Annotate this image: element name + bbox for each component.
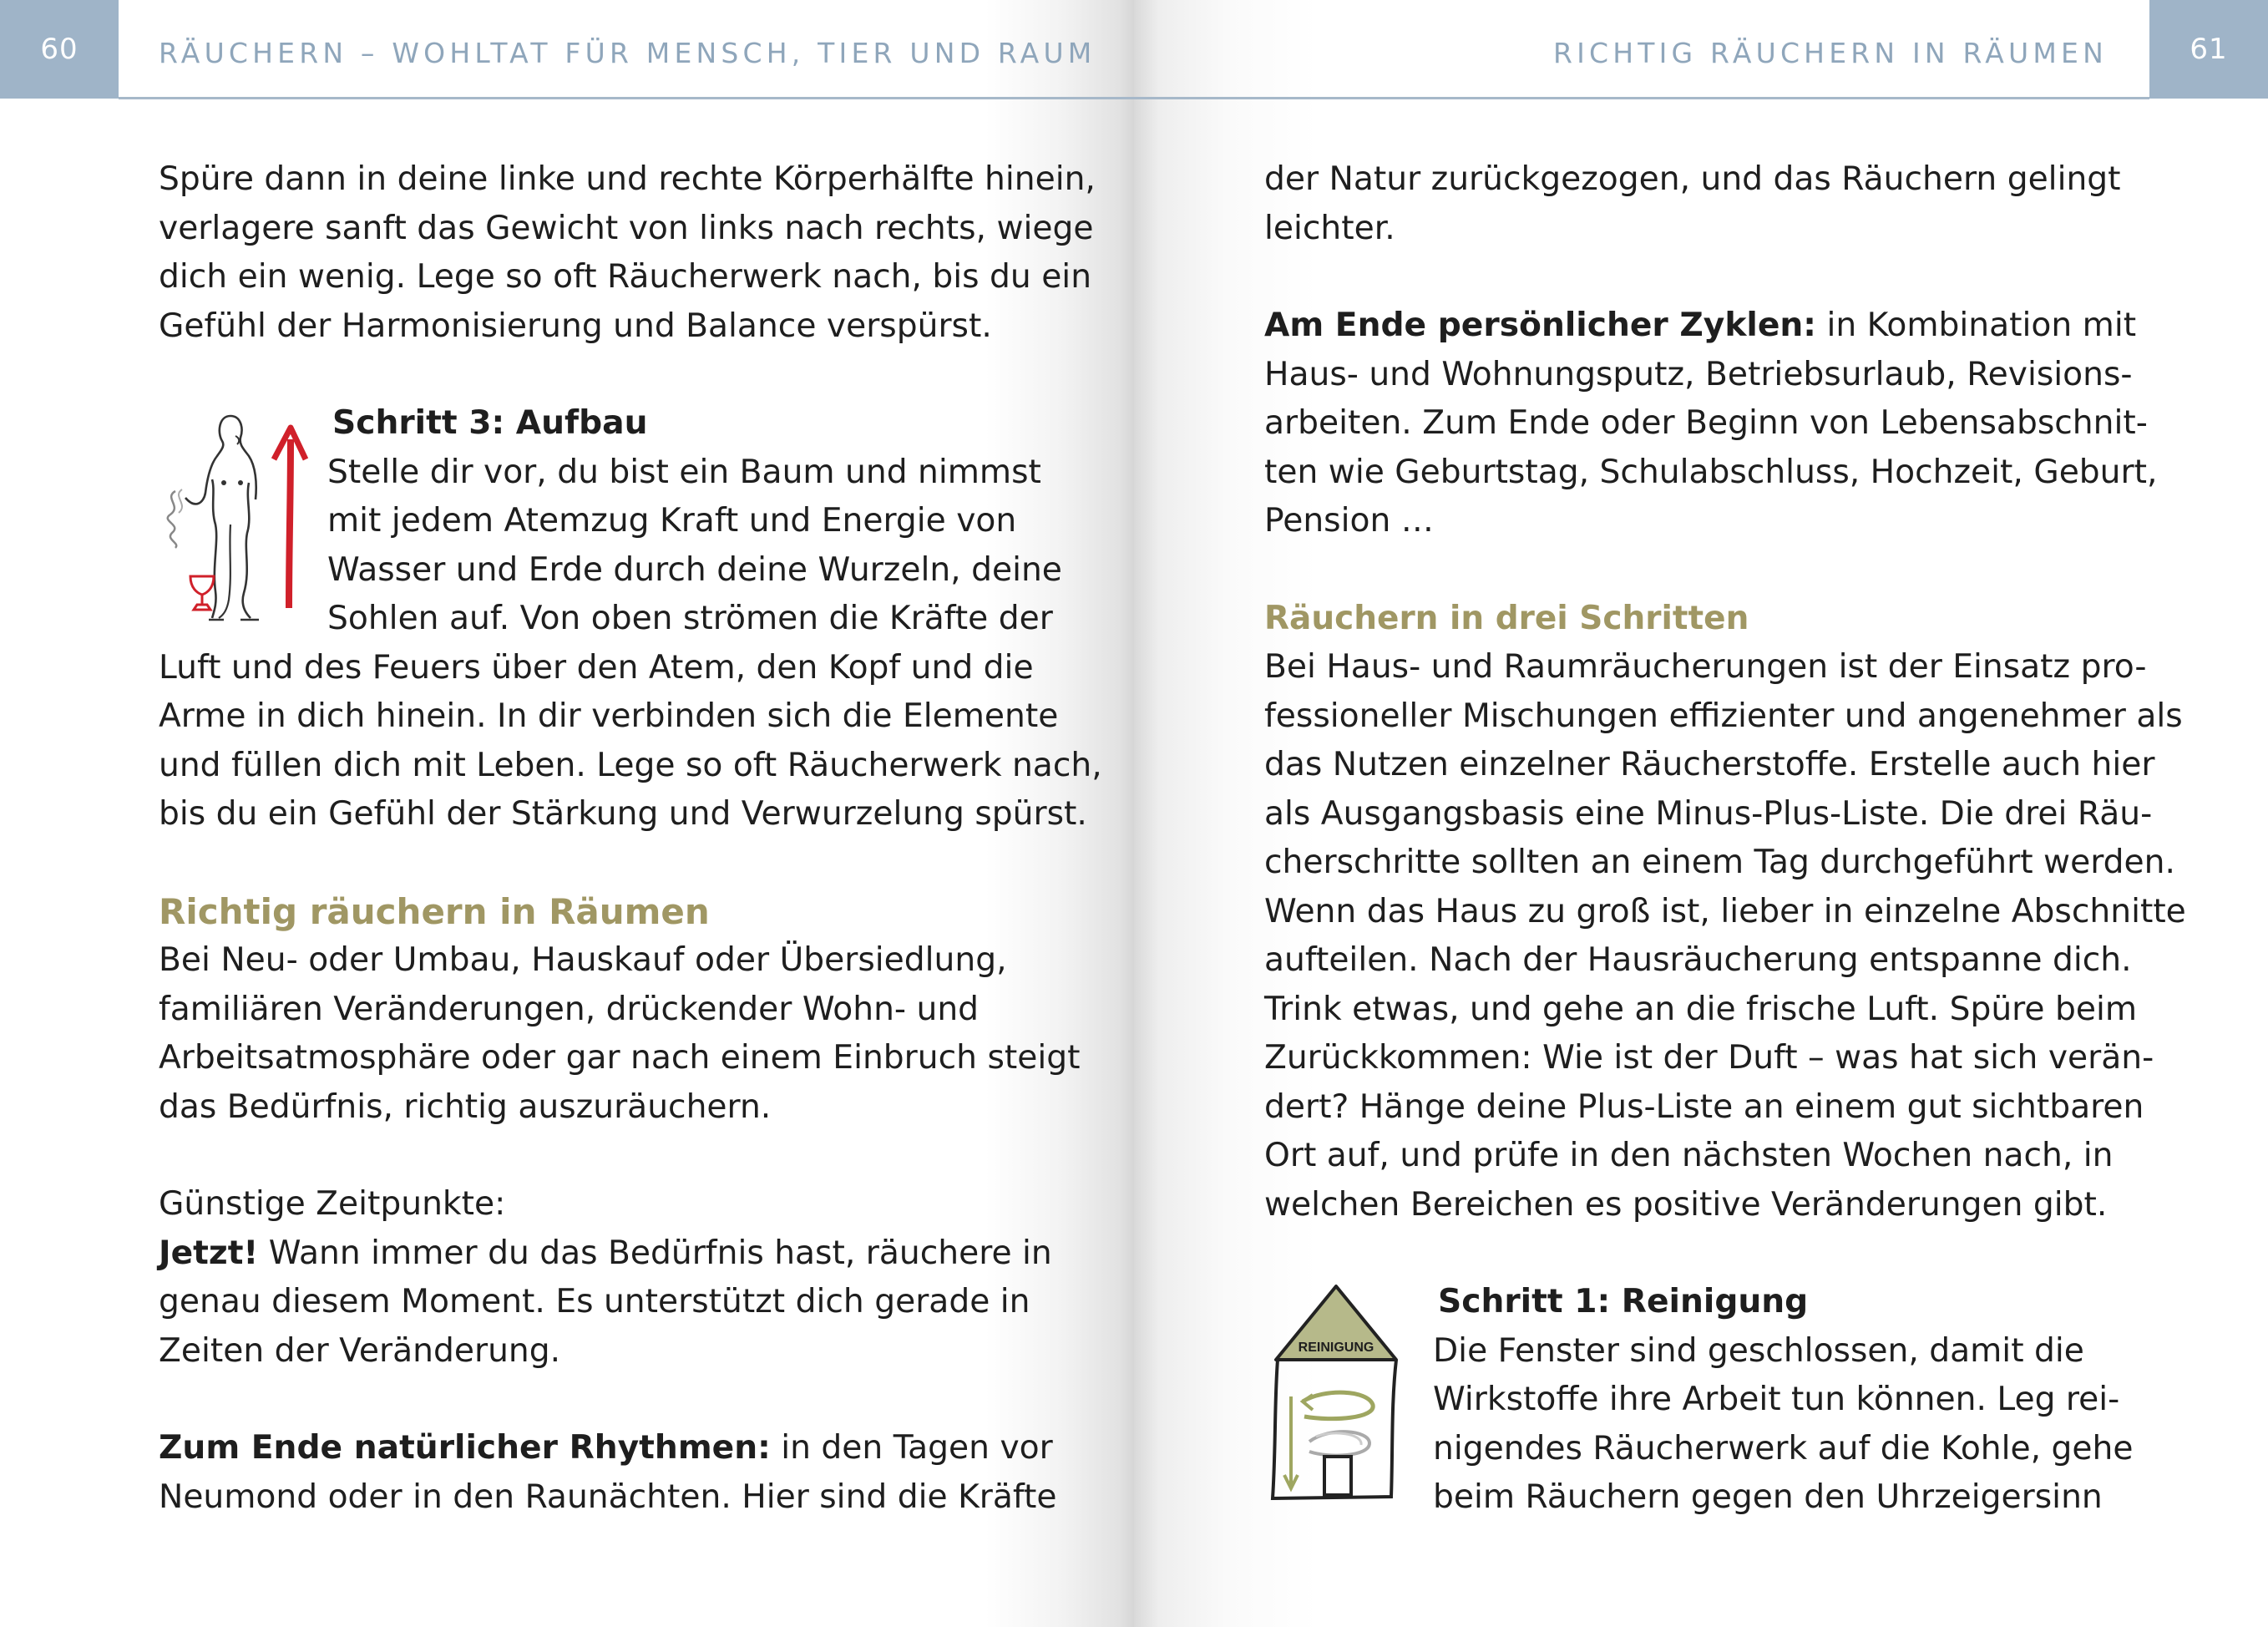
text-line: mit jedem Atemzug Kraft und Energie von <box>327 502 1017 540</box>
line-rest: Wann immer du das Bedürfnis hast, räuchere in <box>258 1234 1052 1272</box>
text-line: Bei Haus- und Raumräucherungen ist der Einsatz pro- <box>1264 648 2147 686</box>
text-line: beim Räuchern gegen den Uhrzeigersinn <box>1433 1478 2103 1516</box>
text-line: Spüre dann in deine linke und rechte Körperhälfte hinein, <box>159 160 1096 198</box>
step-1-block <box>1264 1278 2134 1523</box>
text-line: nigendes Räucherwerk auf die Kohle, gehe <box>1433 1429 2134 1467</box>
text-line: das Nutzen einzelner Räucherstoffe. Erstelle auch hier <box>1264 746 2155 783</box>
text-line: Neumond oder in den Raunächten. Hier sind die Kräfte <box>159 1477 1057 1516</box>
text-line: Sohlen auf. Von oben strömen die Kräfte der <box>327 600 1053 637</box>
text-line: Trink etwas, und gehe an die frische Luft. Spüre beim <box>1264 990 2138 1028</box>
house-reinigung-icon <box>1266 1280 1400 1507</box>
text-line: welchen Bereichen es positive Veränderungen gibt. <box>1264 1185 2108 1224</box>
running-head: RICHTIG RÄUCHERN IN RÄUMEN <box>1552 37 2108 69</box>
subheading: Räuchern in drei Schritten <box>1264 599 1749 637</box>
text-line: das Bedürfnis, richtig auszuräuchern. <box>159 1087 772 1126</box>
text-line: Wirkstoffe ihre Arbeit tun können. Leg rei- <box>1433 1381 2120 1418</box>
text-line: fessioneller Mischungen effizienter und angenehmer als <box>1264 697 2183 735</box>
text-line: genau diesem Moment. Es unterstützt dich gerade in <box>159 1283 1030 1320</box>
text-line: und füllen dich mit Leben. Lege so oft Räucherwerk nach, <box>159 746 1102 784</box>
text-line <box>159 1229 1052 1279</box>
text-line: aufteilen. Nach der Hausräucherung entspanne dich. <box>1264 941 2132 979</box>
text-line: Günstige Zeitpunkte: <box>159 1185 506 1223</box>
text-line: der Natur zurückgezogen, und das Räuchern gelingt <box>1264 160 2121 198</box>
text-line: familiären Veränderungen, drückender Wohn- und <box>159 990 980 1028</box>
line-rest: in den Tagen vor <box>770 1429 1053 1467</box>
page-number: 60 <box>0 0 119 99</box>
text-line: verlagere sanft das Gewicht von links nach rechts, wiege <box>159 209 1094 247</box>
section-heading: Richtig räuchern in Räumen <box>159 890 710 932</box>
text-line: Ort auf, und prüfe in den nächsten Wochen nach, in <box>1264 1137 2114 1174</box>
text-line: ten wie Geburtstag, Schulabschluss, Hochzeit, Geburt, <box>1264 453 2158 491</box>
running-head: RÄUCHERN – WOHLTAT FÜR MENSCH, TIER UND RAUM <box>159 37 1096 69</box>
text-line <box>1264 302 2137 351</box>
text-line: Arme in dich hinein. In dir verbinden sich die Elemente <box>159 697 1059 735</box>
woman-figure-with-red-arrow-icon <box>157 399 324 633</box>
text-line: als Ausgangsbasis eine Minus-Plus-Liste. Die drei Räu- <box>1264 794 2153 833</box>
text-line: Stelle dir vor, du bist ein Baum und nimmst <box>327 453 1041 491</box>
house-icon-label: REINIGUNG <box>1298 1341 1374 1355</box>
text-line <box>159 1424 1053 1473</box>
text-column <box>159 155 1102 1522</box>
text-line: leichter. <box>1264 209 1395 247</box>
text-line: Wasser und Erde durch deine Wurzeln, deine <box>327 550 1062 589</box>
step-3-block <box>159 399 1102 839</box>
text-line: Wenn das Haus zu groß ist, lieber in einzelne Abschnitte <box>1264 892 2186 930</box>
bold-lead: Zum Ende natürlicher Rhythmen: <box>159 1429 771 1467</box>
text-line: Zeiten der Veränderung. <box>159 1331 561 1370</box>
text-line: arbeiten. Zum Ende oder Beginn von Lebensabschnit- <box>1264 404 2148 442</box>
line-rest: in Kombination mit <box>1815 307 2137 344</box>
text-line: dich ein wenig. Lege so oft Räucherwerk nach, bis du ein <box>159 258 1092 296</box>
page-number: 61 <box>2149 0 2268 99</box>
bold-lead: Jetzt! <box>159 1234 259 1272</box>
step-title: Schritt 1: Reinigung <box>1438 1283 1809 1320</box>
text-line: dert? Hänge deine Plus-Liste an einem gut sichtbaren <box>1264 1087 2144 1126</box>
text-line: Gefühl der Harmonisierung und Balance verspürst. <box>159 307 992 345</box>
bold-lead: Am Ende persönlicher Zyklen: <box>1264 307 1816 344</box>
text-line: Arbeitsatmosphäre oder gar nach einem Einbruch steigt <box>159 1039 1081 1077</box>
step-title: Schritt 3: Aufbau <box>332 404 648 442</box>
text-line: Luft und des Feuers über den Atem, den Kopf und die <box>159 648 1034 687</box>
text-line: Die Fenster sind geschlossen, damit die <box>1433 1331 2084 1370</box>
text-line: Zurückkommen: Wie ist der Duft – was hat sich verän- <box>1264 1039 2154 1077</box>
text-line: Haus- und Wohnungsputz, Betriebsurlaub, Revisions- <box>1264 355 2133 393</box>
text-line: Pension … <box>1264 502 1434 540</box>
text-line: Bei Neu- oder Umbau, Hauskauf oder Übersiedlung, <box>159 941 1007 979</box>
text-line: cherschritte sollten an einem Tag durchgeführt werden. <box>1264 844 2175 881</box>
text-column <box>1264 155 2186 1523</box>
text-line: bis du ein Gefühl der Stärkung und Verwurzelung spürst. <box>159 795 1087 833</box>
right-page <box>1134 0 2268 1627</box>
